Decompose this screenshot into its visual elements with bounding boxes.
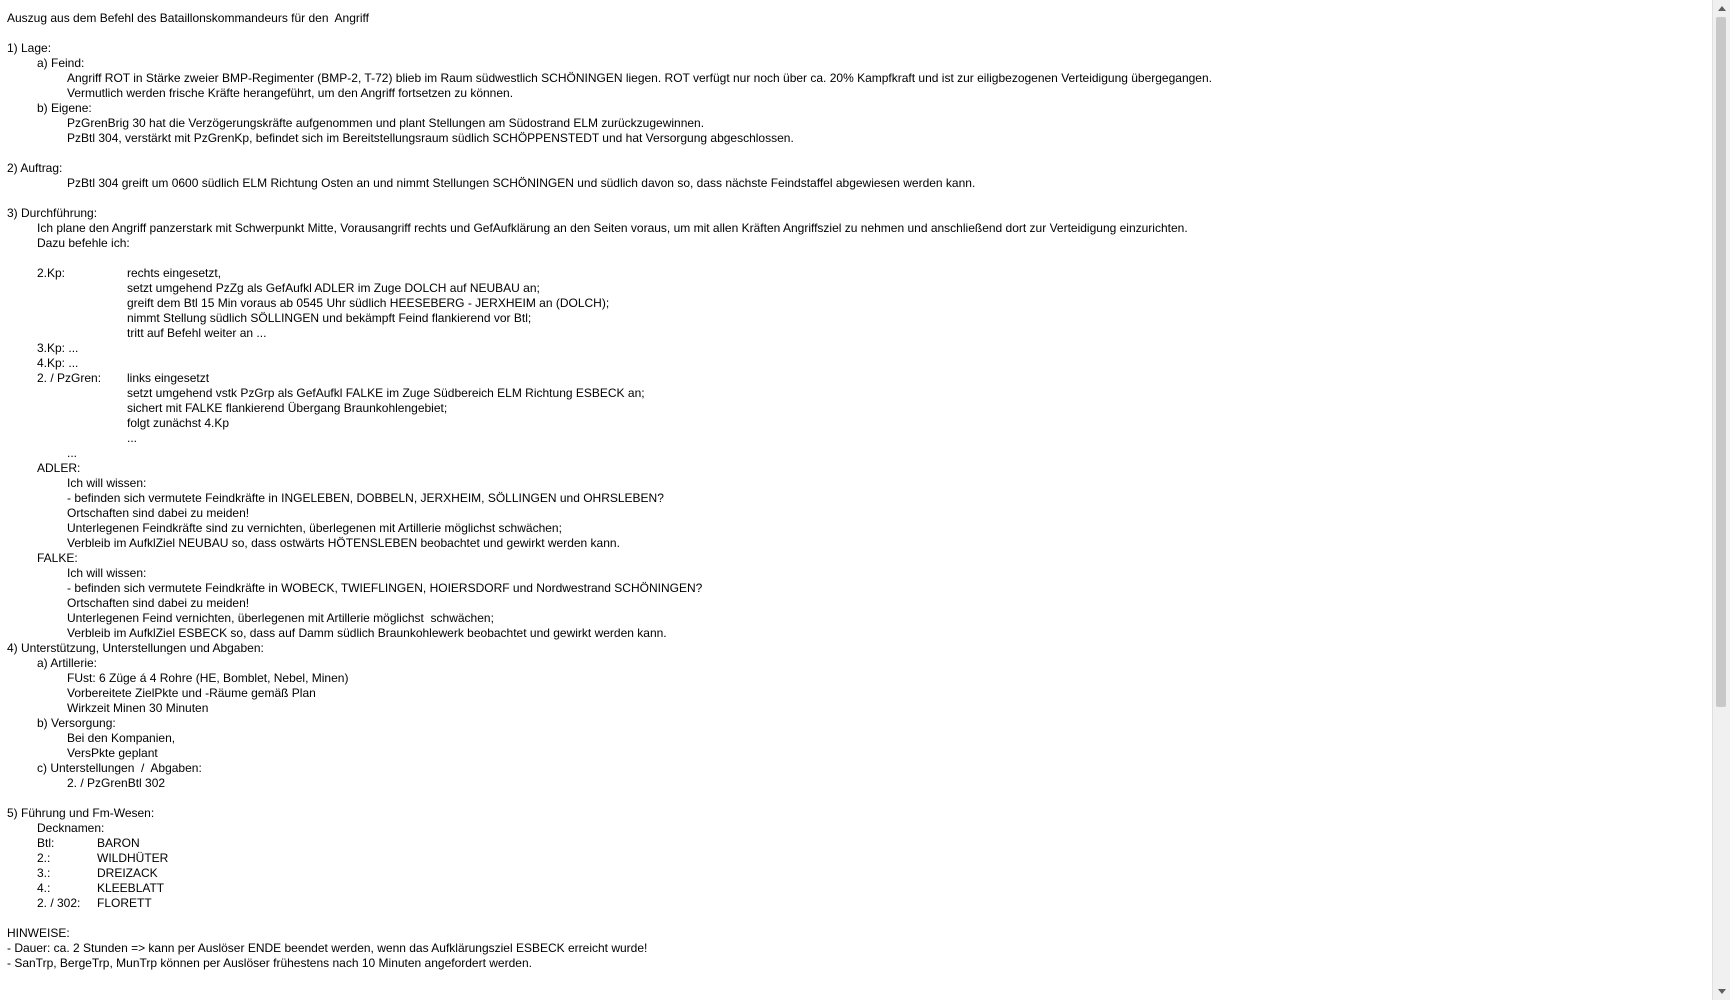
document-line-text: Ich will wissen: xyxy=(67,566,147,580)
document-line xyxy=(7,581,1707,596)
document-line xyxy=(7,221,1707,236)
document-line-text: links eingesetzt xyxy=(127,371,210,385)
document-line xyxy=(7,26,1707,41)
document-line xyxy=(7,311,1707,326)
document-line-text: Vermutlich werden frische Kräfte herangeführt, um den Angriff fortsetzen zu können. xyxy=(67,86,514,100)
document-line xyxy=(7,506,1707,521)
document-line-text: Decknamen: xyxy=(37,821,105,835)
document-line xyxy=(7,206,1707,221)
document-line-text: tritt auf Befehl weiter an ... xyxy=(127,326,267,340)
document-line xyxy=(7,71,1707,86)
triangle-up-icon xyxy=(1718,6,1726,11)
document-line-text: BARON xyxy=(97,836,140,850)
document-line xyxy=(7,191,1707,206)
document-line xyxy=(7,821,1707,836)
document-line xyxy=(7,641,1707,656)
document-line-text: folgt zunächst 4.Kp xyxy=(127,416,230,430)
document-line-text: 2) Auftrag: xyxy=(7,161,63,175)
document-line-text: FLORETT xyxy=(97,896,152,910)
document-line xyxy=(7,536,1707,551)
document-line xyxy=(7,941,1707,956)
document-line xyxy=(7,371,1707,386)
document-line xyxy=(7,671,1707,686)
document-line xyxy=(7,356,1707,371)
document-body xyxy=(7,11,1707,971)
document-line xyxy=(7,626,1707,641)
document-line xyxy=(7,431,1707,446)
document-line xyxy=(7,296,1707,311)
document-line xyxy=(7,11,1707,26)
document-line-text: - SanTrp, BergeTrp, MunTrp können per Auslöser frühestens nach 10 Minuten angefordert werden. xyxy=(7,956,532,970)
document-line xyxy=(7,401,1707,416)
codename-unit: 2. / 302: xyxy=(37,896,81,910)
document-line-text: 2. / PzGrenBtl 302 xyxy=(67,776,166,790)
document-line xyxy=(7,176,1707,191)
document-line-text: Bei den Kompanien, xyxy=(67,731,176,745)
document-line xyxy=(7,731,1707,746)
triangle-down-icon xyxy=(1718,989,1726,994)
document-line-text: 1) Lage: xyxy=(7,41,52,55)
document-line xyxy=(7,791,1707,806)
document-line-text: - Dauer: ca. 2 Stunden => kann per Auslöser ENDE beendet werden, wenn das Aufklärungsziel ESBECK erreicht wurde! xyxy=(7,941,648,955)
document-line-text: 4) Unterstützung, Unterstellungen und Abgaben: xyxy=(7,641,264,655)
document-line xyxy=(7,236,1707,251)
document-line-text: PzGrenBrig 30 hat die Verzögerungskräfte aufgenommen und plant Stellungen am Südostrand ELM zurückzugewinnen. xyxy=(67,116,705,130)
document-line-text: Auszug aus dem Befehl des Bataillonskommandeurs für den Angriff xyxy=(7,11,369,25)
document-line xyxy=(7,881,1707,896)
document-line xyxy=(7,161,1707,176)
order-unit-label: 2.Kp: xyxy=(37,266,66,280)
document-line xyxy=(7,386,1707,401)
document-line-text: Ortschaften sind dabei zu meiden! xyxy=(67,506,250,520)
document-line xyxy=(7,866,1707,881)
document-line-text: b) Versorgung: xyxy=(37,716,116,730)
document-line xyxy=(7,41,1707,56)
document-line-text: FALKE: xyxy=(37,551,78,565)
scroll-down-button[interactable] xyxy=(1713,983,1730,1000)
document-line xyxy=(7,851,1707,866)
document-line xyxy=(7,596,1707,611)
document-line-text: Verbleib im AufklZiel NEUBAU so, dass ostwärts HÖTENSLEBEN beobachtet und gewirkt werden kann. xyxy=(67,536,620,550)
document-line xyxy=(7,416,1707,431)
document-line-text: rechts eingesetzt, xyxy=(127,266,222,280)
document-line xyxy=(7,836,1707,851)
document-line-text: KLEEBLATT xyxy=(97,881,165,895)
document-line-text: - befinden sich vermutete Feindkräfte in INGELEBEN, DOBBELN, JERXHEIM, SÖLLINGEN und OHRSLEBEN? xyxy=(67,491,664,505)
document-line-text: ADLER: xyxy=(37,461,81,475)
codename-unit: 2.: xyxy=(37,851,51,865)
document-line-text: Unterlegenen Feindkräfte sind zu vernichten, überlegenen mit Artillerie möglichst schwächen; xyxy=(67,521,562,535)
document-line xyxy=(7,896,1707,911)
document-line xyxy=(7,716,1707,731)
document-line xyxy=(7,116,1707,131)
document-line-text: PzBtl 304, verstärkt mit PzGrenKp, befindet sich im Bereitstellungsraum südlich SCHÖPPENSTEDT und hat Versorgung abgeschlossen. xyxy=(67,131,794,145)
document-line-text: nimmt Stellung südlich SÖLLINGEN und bekämpft Feind flankierend vor Btl; xyxy=(127,311,532,325)
document-line-text: WILDHÜTER xyxy=(97,851,169,865)
document-line-text: a) Artillerie: xyxy=(37,656,98,670)
document-line xyxy=(7,551,1707,566)
document-line xyxy=(7,611,1707,626)
document-line xyxy=(7,956,1707,971)
codename-unit: 3.: xyxy=(37,866,51,880)
document-line-text: DREIZACK xyxy=(97,866,158,880)
codename-unit: 4.: xyxy=(37,881,51,895)
document-line xyxy=(7,56,1707,71)
document-line-text: Ich plane den Angriff panzerstark mit Schwerpunkt Mitte, Vorausangriff rechts und GefAufklärung an den Seiten voraus, um mit allen Kräften Angriffsziel zu nehmen und anschließend dort zur Verteidigung einzurichten. xyxy=(37,221,1188,235)
document-line-text: setzt umgehend PzZg als GefAufkl ADLER im Zuge DOLCH auf NEUBAU an; xyxy=(127,281,540,295)
document-line xyxy=(7,911,1707,926)
document-line-text: Unterlegenen Feind vernichten, überlegenen mit Artillerie möglichst schwächen; xyxy=(67,611,494,625)
document-line xyxy=(7,656,1707,671)
document-line-text: sichert mit FALKE flankierend Übergang Braunkohlengebiet; xyxy=(127,401,448,415)
document-line-text: - befinden sich vermutete Feindkräfte in WOBECK, TWIEFLINGEN, HOIERSDORF und Nordwestrand SCHÖNINGEN? xyxy=(67,581,703,595)
document-line xyxy=(7,251,1707,266)
document-line xyxy=(7,281,1707,296)
document-line xyxy=(7,476,1707,491)
document-line-text: Ortschaften sind dabei zu meiden! xyxy=(67,596,250,610)
document-line-text: Wirkzeit Minen 30 Minuten xyxy=(67,701,209,715)
document-line xyxy=(7,101,1707,116)
document-line xyxy=(7,326,1707,341)
document-line-text: Verbleib im AufklZiel ESBECK so, dass auf Damm südlich Braunkohlewerk beobachtet und gewirkt werden kann. xyxy=(67,626,667,640)
document-line xyxy=(7,86,1707,101)
document-line xyxy=(7,701,1707,716)
document-line-text: VersPkte geplant xyxy=(67,746,158,760)
document-line-text: PzBtl 304 greift um 0600 südlich ELM Richtung Osten an und nimmt Stellungen SCHÖNINGEN und südlich davon so, dass nächste Feindstaffel abgewiesen werden kann. xyxy=(67,176,976,190)
document-line xyxy=(7,446,1707,461)
document-line xyxy=(7,806,1707,821)
document-line xyxy=(7,761,1707,776)
document-line xyxy=(7,341,1707,356)
order-unit-label: 2. / PzGren: xyxy=(37,371,102,385)
document-line-text: a) Feind: xyxy=(37,56,85,70)
document-line xyxy=(7,266,1707,281)
document-line xyxy=(7,461,1707,476)
document-line-text: 3) Durchführung: xyxy=(7,206,98,220)
document-line xyxy=(7,566,1707,581)
document-line xyxy=(7,146,1707,161)
document-line-text: ... xyxy=(127,431,138,445)
document-line-text: 5) Führung und Fm-Wesen: xyxy=(7,806,155,820)
document-line-text: 4.Kp: ... xyxy=(37,356,79,370)
document-line xyxy=(7,776,1707,791)
document-line-text: b) Eigene: xyxy=(37,101,92,115)
codename-unit: Btl: xyxy=(37,836,55,850)
scroll-up-button[interactable] xyxy=(1713,0,1730,17)
document-line-text: Vorbereitete ZielPkte und -Räume gemäß Plan xyxy=(67,686,316,700)
vertical-scrollbar[interactable] xyxy=(1712,0,1730,1000)
document-line-text: greift dem Btl 15 Min voraus ab 0545 Uhr südlich HEESEBERG - JERXHEIM an (DOLCH); xyxy=(127,296,610,310)
document-line xyxy=(7,131,1707,146)
document-line xyxy=(7,521,1707,536)
document-line-text: Angriff ROT in Stärke zweier BMP-Regimenter (BMP-2, T-72) blieb im Raum südwestlich SCHÖNINGEN liegen. ROT verfügt nur noch über ca. 20% Kampfkraft und ist zur eiligbezogenen Verteidigung übergegangen. xyxy=(67,71,1212,85)
document-line-text: 3.Kp: ... xyxy=(37,341,79,355)
document-line-text: setzt umgehend vstk PzGrp als GefAufkl FALKE im Zuge Südbereich ELM Richtung ESBECK an; xyxy=(127,386,645,400)
document-line-text: Ich will wissen: xyxy=(67,476,147,490)
scrollbar-thumb[interactable] xyxy=(1716,17,1726,707)
document-line-text: FUst: 6 Züge á 4 Rohre (HE, Bomblet, Nebel, Minen) xyxy=(67,671,349,685)
document-line-text: ... xyxy=(67,446,78,460)
document-line xyxy=(7,686,1707,701)
document-line xyxy=(7,926,1707,941)
document-line-text: HINWEISE: xyxy=(7,926,70,940)
document-line xyxy=(7,746,1707,761)
document-line xyxy=(7,491,1707,506)
document-line-text: c) Unterstellungen / Abgaben: xyxy=(37,761,202,775)
document-line-text: Dazu befehle ich: xyxy=(37,236,130,250)
